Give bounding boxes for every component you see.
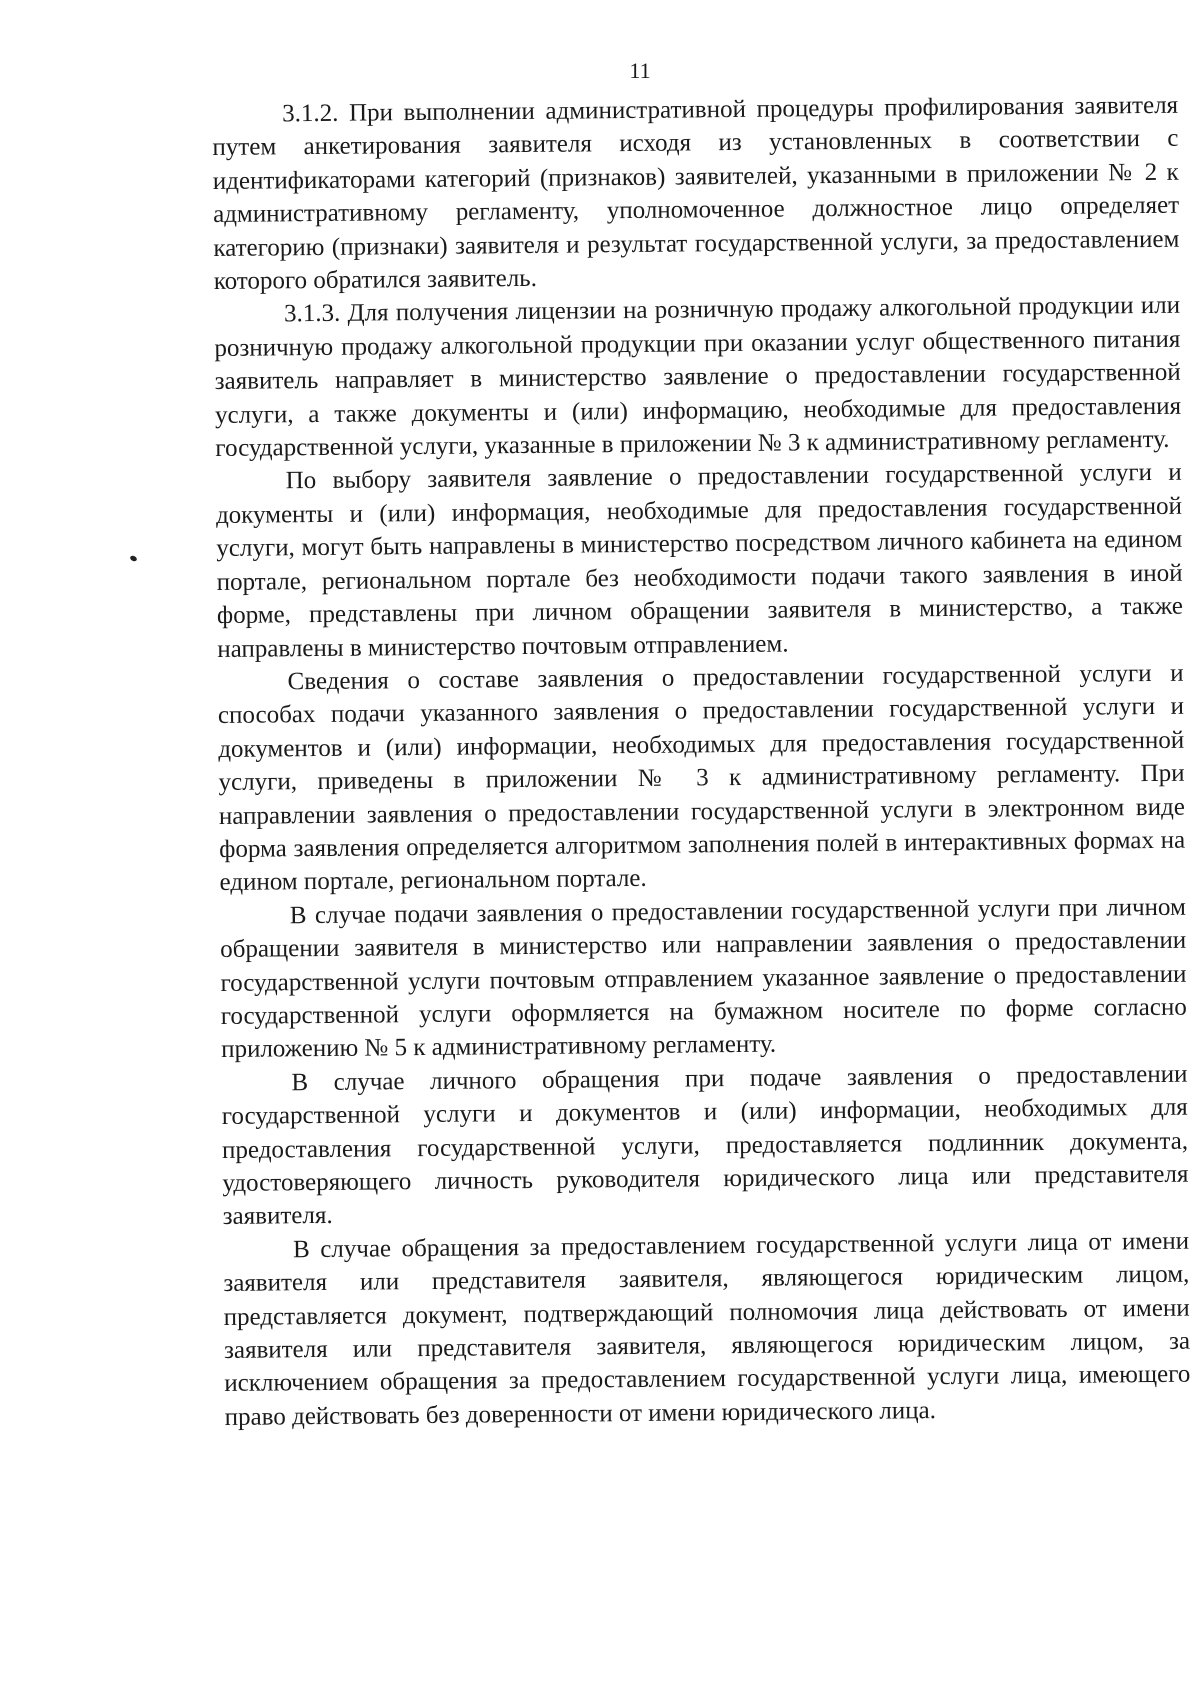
paragraph-3-1-3: 3.1.3. Для получения лицензии на розничную продажу алкогольной продукции или розничную продажу алкогольной продукции при оказании услуг общественного питания заявитель направляет в министерство заявление о предоставлении государственной услуги, а также документы и (или) информацию, необходимые для предоставления государственной услуги, указанные в приложении № 3 к административному регламенту. — [214, 292, 1182, 463]
paragraph-personal-visit: В случае личного обращения при подаче заявления о предоставлении государственной услуги и документов и (или) информации, необходимых для предоставления государственной услуги, предоставляется подлинник документа, удостоверяющего личность руководителя юридического лица или представителя заявителя. — [221, 1060, 1189, 1231]
paragraph-representative: В случае обращения за предоставлением государственной услуги лица от имени заявителя или представителя заявителя, являющегося юридическим лицом, представляется документ, подтверждающий полномочия лица действовать от имени заявителя или представителя заявителя, являющегося юридическим лицом, за исключением обращения за предоставлением государственной услуги лица, имеющего право действовать без доверенности от имени юридического лица. — [223, 1227, 1191, 1431]
paragraph-paper-submission: В случае подачи заявления о предоставлении государственной услуги при личном обращении заявителя в министерство или направлении заявления о предоставлении государственной услуги почтовым отправлением указанное заявление о предоставлении государственной услуги оформляется на бумажном носителе по форме согласно приложению № 5 к административному регламенту. — [220, 893, 1187, 1064]
paragraph-3-1-2: 3.1.2. При выполнении административной процедуры профилирования заявителя путем анкетирования заявителя исходя из установленных в соответствии с идентификаторами категорий (признаков) заявителей, указанными в приложении № 2 к административному регламенту, уполномоченное должностное лицо определяет категорию (признаки) заявителя и результат государственной услуги, за предоставлением которого обратился заявитель. — [212, 91, 1180, 296]
scan-artifact-dot — [129, 555, 137, 562]
document-body — [212, 89, 1191, 1434]
paragraph-submission-choice: По выбору заявителя заявление о предоставлении государственной услуги и документы и (или) информация, необходимые для предоставления государственной услуги, могут быть направлены в министерство посредством личного кабинета на едином портале, региональном портале без необходимости подачи такого заявления в иной форме, представлены при личном обращении заявителя в министерство, а также направлены в министерство почтовым отправлением. — [215, 459, 1184, 663]
page-number: 11 — [629, 58, 651, 83]
paragraph-application-composition: Сведения о составе заявления о предоставлении государственной услуги и способах подачи указанного заявления о предоставлении государственной услуги и документов и (или) информации, необходимых для предоставления государственной услуги, приведены в приложении № 3 к административному регламенту. При направлении заявления о предоставлении государственной услуги в электронном виде форма заявления определяется алгоритмом заполнения полей в интерактивных формах на едином портале, региональном портале. — [217, 659, 1186, 897]
